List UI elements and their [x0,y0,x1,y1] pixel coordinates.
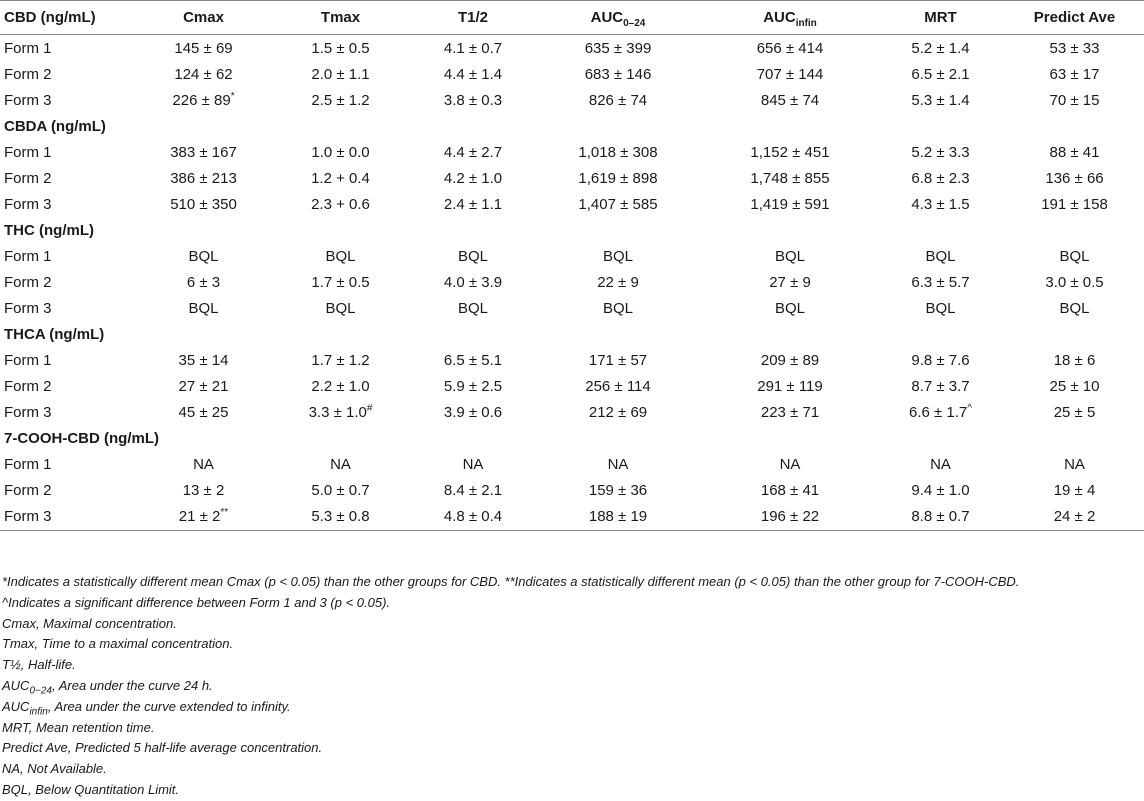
row-label: Form 3 [0,503,140,531]
cell-predict-ave: 19 ± 4 [1053,481,1096,499]
cell-tmax: 2.2 ± 1.0 [311,377,370,395]
cell-tmax: 5.3 ± 0.8 [267,503,414,531]
cell-predict-ave: 18 ± 6 [1053,351,1096,369]
cell-half-life: 3.8 ± 0.3 [443,91,503,109]
cell-predict-ave: 63 ± 17 [1049,65,1100,83]
cell-mrt: 6.8 ± 2.3 [911,169,970,187]
cell-cmax: 383 ± 167 [170,143,237,161]
cell-auc-0-24: 1,407 ± 585 [578,195,658,213]
cell-cmax: 510 ± 350 [170,195,237,213]
header-cell-tmax: Tmax [267,1,414,35]
footnote: *Indicates a statistically different mean Cmax (p < 0.05) than the other groups for CBD. **Indicates a statistically different mean (p < 0.05) than the other group for 7-COOH-CBD. [2,574,1020,589]
cell-mrt: 5.3 ± 1.4 [911,91,970,109]
footnote: Cmax, Maximal concentration. [2,615,177,631]
section-title: 7-COOH-CBD (ng/mL) [4,429,159,447]
cell-predict-ave: 136 ± 66 [1045,169,1104,187]
table-row [0,87,1144,113]
cell-auc-0-24: 826 ± 74 [588,91,648,109]
cell-mrt: 6.3 ± 5.7 [911,273,970,291]
row-label: Form 2 [4,273,52,291]
cell-mrt: 9.8 ± 7.6 [911,351,970,369]
row-label: Form 2 [4,377,52,395]
cell-auc-infin: 845 ± 74 [760,91,820,109]
row-label: Form 1 [4,143,52,161]
row-label: Form 3 [4,403,52,421]
cell-auc-infin: 168 ± 41 [760,481,820,499]
cell-predict-ave: 24 ± 2 [1005,503,1144,531]
cell-cmax: NA [193,455,214,473]
cell-auc-0-24: NA [607,455,629,473]
cell-mrt: 4.3 ± 1.5 [911,195,970,213]
header-cell-auc-infin: $AUC_{infin}$ [704,1,876,35]
cell-predict-ave: NA [1064,455,1085,473]
section-title: THC (ng/mL) [4,221,94,239]
cell-half-life: BQL [457,299,488,317]
section-header-row [0,217,1144,243]
cell-mrt: 9.4 ± 1.0 [911,481,970,499]
table-footnotes [2,572,1142,801]
header-row [0,1,1144,35]
footnote: Tmax, Time to a maximal concentration. [2,636,234,652]
row-label: Form 2 [4,169,52,187]
cell-cmax: 13 ± 2 [182,481,225,499]
cell-cmax: 124 ± 62 [174,65,233,83]
section-title: THCA (ng/mL) [4,325,105,343]
cell-cmax: 386 ± 213 [170,169,237,187]
cell-mrt: 5.2 ± 1.4 [911,39,970,57]
table-row [0,477,1144,503]
cell-mrt: BQL [925,247,956,265]
header-cell-mrt: MRT [876,1,1005,35]
cell-tmax: 5.0 ± 0.7 [311,481,370,499]
cell-auc-infin: BQL [774,247,805,265]
cell-half-life: 4.0 ± 3.9 [443,273,503,291]
cell-tmax: 2.0 ± 1.1 [311,65,370,83]
cell-auc-infin: 656 ± 414 [756,39,824,57]
cell-half-life: 3.9 ± 0.6 [443,403,503,421]
cell-auc-0-24: 1,619 ± 898 [578,169,658,187]
cell-auc-infin: 1,152 ± 451 [750,143,830,161]
cell-auc-infin: 209 ± 89 [760,351,820,369]
cell-tmax: BQL [325,247,356,265]
table-row [0,191,1144,217]
cell-cmax: 35 ± 14 [178,351,229,369]
cell-cmax: BQL [188,299,219,317]
cell-predict-ave: 53 ± 33 [1049,39,1100,57]
cell-predict-ave: 25 ± 5 [1053,403,1096,421]
cell-auc-0-24: 1,018 ± 308 [578,143,658,161]
row-label: Form 1 [4,39,52,57]
cell-tmax: NA [330,455,351,473]
cell-cmax: 145 ± 69 [174,39,233,57]
header-cell-cmax: Cmax [140,1,267,35]
cell-auc-infin: 707 ± 144 [756,65,824,83]
cell-predict-ave: 25 ± 10 [1049,377,1100,395]
cell-auc-0-24: BQL [602,247,633,265]
row-label: Form 3 [4,299,52,317]
cell-auc-0-24: 683 ± 146 [584,65,652,83]
section-header-row [0,321,1144,347]
cell-half-life: 8.4 ± 2.1 [443,481,503,499]
cell-half-life: 4.8 ± 0.4 [414,503,532,531]
cell-mrt: 5.2 ± 3.3 [911,143,970,161]
row-label: Form 1 [4,455,52,473]
section-header-row [0,425,1144,451]
row-label: Form 3 [4,195,52,213]
table-row [0,165,1144,191]
table-row [0,243,1144,269]
cell-cmax: 21 ± 2** [140,503,267,531]
cell-auc-0-24: 188 ± 19 [532,503,704,531]
row-label: Form 2 [4,481,52,499]
cell-mrt: BQL [925,299,956,317]
cell-tmax: 1.5 ± 0.5 [311,39,370,57]
cell-tmax: 1.7 ± 0.5 [311,273,370,291]
cell-auc-infin: BQL [774,299,805,317]
cell-auc-0-24: 212 ± 69 [588,403,648,421]
row-label: Form 2 [4,65,52,83]
cell-auc-0-24: 159 ± 36 [588,481,648,499]
cell-tmax: 1.7 ± 1.2 [311,351,370,369]
table-row [0,399,1144,425]
row-label: Form 1 [4,351,52,369]
cell-auc-infin: 291 ± 119 [757,377,823,395]
table-row [0,35,1144,62]
footnote: $AUC_{infin}$, Area under the curve extended to infinity. [2,698,291,718]
cell-auc-0-24: BQL [602,299,633,317]
cell-auc-infin: 1,748 ± 855 [750,169,830,187]
table-row [0,503,1144,531]
row-label: Form 1 [4,247,52,265]
footnote: BQL, Below Quantitation Limit. [2,781,180,797]
cell-predict-ave: 191 ± 158 [1041,195,1108,213]
footnote: ^Indicates a significant difference between Form 1 and 3 (p < 0.05). [2,594,391,610]
cell-predict-ave: 70 ± 15 [1049,91,1100,109]
cell-auc-0-24: 22 ± 9 [597,273,639,291]
cell-predict-ave: BQL [1059,299,1090,317]
table-row [0,451,1144,477]
cell-half-life: 4.4 ± 2.7 [443,143,503,161]
cell-cmax: 45 ± 25 [178,403,229,421]
cell-cmax: 226 ± 89* [172,90,235,109]
table-row [0,373,1144,399]
section-header-row [0,113,1144,139]
cell-mrt: NA [930,455,951,473]
cell-tmax: BQL [325,299,356,317]
cell-auc-infin: 27 ± 9 [769,273,811,291]
cell-half-life: 4.2 ± 1.0 [443,169,503,187]
cell-tmax: 2.3 + 0.6 [311,195,370,213]
cell-mrt: 8.8 ± 0.7 [876,503,1005,531]
cell-cmax: 6 ± 3 [186,273,221,291]
table-body [0,35,1144,531]
cell-half-life: 2.4 ± 1.1 [443,195,503,213]
cell-cmax: 27 ± 21 [178,377,229,395]
footnote: NA, Not Available. [2,761,107,777]
cell-auc-infin: 223 ± 71 [760,403,820,421]
table-header [0,1,1144,35]
table-row [0,61,1144,87]
header-cell-predict-ave: Predict Ave [1005,1,1144,35]
cell-half-life: 4.1 ± 0.7 [443,39,503,57]
cell-cmax: BQL [188,247,219,265]
header-cell-half-life: T1/2 [414,1,532,35]
table-row [0,347,1144,373]
cell-auc-infin: 1,419 ± 591 [750,195,830,213]
table-row [0,295,1144,321]
cell-tmax: 2.5 ± 1.2 [311,91,370,109]
cell-half-life: 6.5 ± 5.1 [443,351,503,369]
cell-tmax: 3.3 ± 1.0# [308,402,373,421]
footnote: MRT, Mean retention time. [2,719,155,735]
cell-tmax: 1.2 + 0.4 [311,169,370,187]
cell-auc-0-24: 256 ± 114 [585,377,651,395]
table-row [0,269,1144,295]
cell-predict-ave: BQL [1059,247,1090,265]
cell-auc-0-24: 171 ± 57 [588,351,648,369]
cell-predict-ave: 3.0 ± 0.5 [1045,273,1104,291]
cell-half-life: 5.9 ± 2.5 [443,377,503,395]
cell-mrt: 8.7 ± 3.7 [911,377,970,395]
cell-mrt: 6.5 ± 2.1 [911,65,970,83]
section-title: CBDA (ng/mL) [4,117,106,135]
footnote: T½, Half-life. [2,657,76,673]
cell-half-life: NA [462,455,484,473]
row-label: Form 3 [4,91,52,109]
header-cell-first: CBD (ng/mL) [0,1,140,35]
footnote: Predict Ave, Predicted 5 half-life average concentration. [2,740,323,756]
cell-predict-ave: 88 ± 41 [1049,143,1100,161]
cell-auc-infin: 196 ± 22 [704,503,876,531]
cell-tmax: 1.0 ± 0.0 [311,143,370,161]
cell-mrt: 6.6 ± 1.7^ [909,402,972,421]
header-cell-auc-0-24: $AUC_{0-24}$ [532,1,704,35]
table-row [0,139,1144,165]
footnote: $AUC_{0-24}$, Area under the curve 24 h. [2,677,213,697]
cell-half-life: BQL [457,247,488,265]
cell-auc-0-24: 635 ± 399 [584,39,652,57]
cell-auc-infin: NA [779,455,801,473]
cell-half-life: 4.4 ± 1.4 [443,65,503,83]
